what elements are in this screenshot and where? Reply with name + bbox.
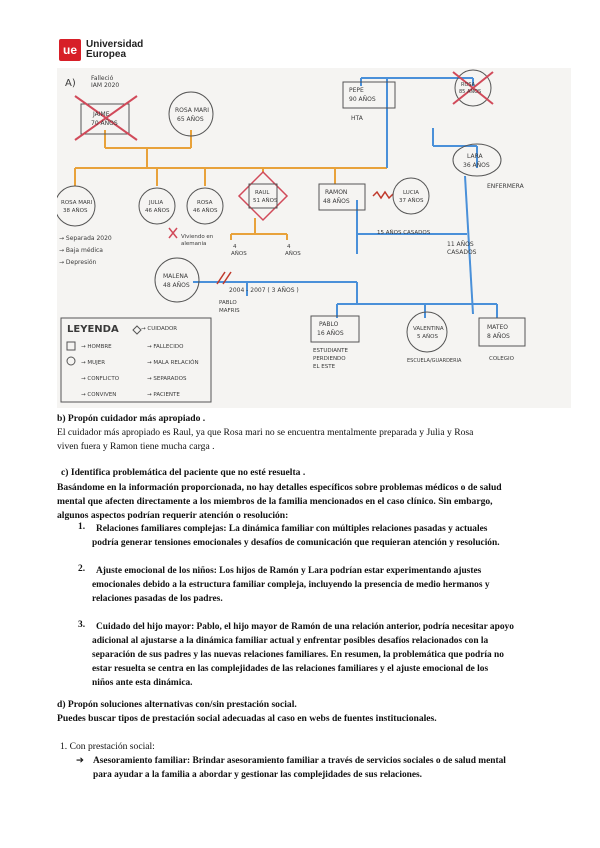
item-3-l1: Cuidado del hijo mayor: Pablo, el hijo mayor de Ramón de una relación anterior, podría necesitar apoyo: [96, 622, 514, 632]
note-4a: 4 AÑOS: [231, 244, 247, 257]
legend-item-1: → HOMBRE: [81, 344, 112, 350]
rosa-mari-node: [169, 92, 213, 136]
legend-diamond-icon: [133, 326, 141, 334]
section-letter: A): [65, 78, 76, 89]
valentina-label: VALENTINA 5 AÑOS: [413, 326, 444, 340]
valentina-node: [407, 312, 447, 352]
raul-patient-diamond: [239, 172, 287, 220]
item-2-l2: emocionales debido a la estructura familiar compleja, incluyendo la presencia de medio hermanos y: [92, 580, 490, 590]
pablo-label: PABLO MAFRIS: [219, 300, 240, 314]
genogram-figure: [57, 68, 571, 408]
lucia-label: LUCIA 37 AÑOS: [399, 190, 424, 204]
rosa-hija-label: ROSA MARI 38 AÑOS: [61, 200, 93, 214]
legend-item-0: → CUIDADOR: [141, 326, 178, 332]
hta-label: HTA: [351, 115, 363, 122]
legend-circle-icon: [67, 357, 75, 365]
pablo-node: [311, 316, 359, 342]
item-2-l3: relaciones pasadas de los padres.: [92, 594, 223, 604]
enfermera-label: ENFERMERA: [487, 183, 524, 190]
sec-d-sub1: 1. Con prestación social:: [60, 741, 155, 752]
dates-label: 2004 - 2007 ( 3 AÑOS ): [229, 287, 299, 294]
malena-node: [155, 258, 199, 302]
item-3-l3: separación de sus padres y las nuevas relaciones familiares. En resumen, la problemática que podría no: [92, 650, 504, 660]
legend-item-7: → CONVIVEN: [81, 392, 117, 398]
item-3-num: 3.: [78, 620, 86, 630]
item-1-l2: podría generar tensiones emocionales y desafíos de comunicación que requieran atención y resolución.: [92, 538, 500, 548]
ramon-node: [319, 184, 365, 210]
legend-square-icon: [67, 342, 75, 350]
legend-item-6: → SEPARADOS: [147, 376, 187, 382]
escuela-label: ESCUELA/GUARDERIA: [407, 358, 462, 364]
genogram-svg: [57, 68, 571, 408]
sec-d-line1: Puedes buscar tipos de prestación social adecuadas al caso en webs de fuentes institucionales.: [57, 713, 437, 724]
note-4b: 4 AÑOS: [285, 244, 301, 257]
legend-item-3: → MUJER: [81, 360, 106, 366]
sec-d-bullet2: para ayudar a la familia a abordar y gestionar las complejidades de sus relaciones.: [93, 770, 423, 780]
item-3-l4: estar resuelta se centra en las complejidades de las relaciones familiares y el ajuste emocional de los: [92, 664, 489, 674]
item-3-l5: niños ante esta dinámica.: [92, 678, 193, 688]
sec-c-intro2: mental que afecten directamente a los miembros de la familia mencionados en el caso clínico. Sin embargo,: [57, 496, 493, 507]
note-separada: → Separada 2020: [59, 235, 112, 242]
raul-label: RAUL 51 AÑOS: [253, 190, 278, 204]
item-1-l1: Relaciones familiares complejas: La dinámica familiar con múltiples relaciones pasadas y actuales: [96, 524, 488, 534]
item-1-num: 1.: [78, 522, 86, 532]
conflict-line: [373, 192, 393, 198]
note-casados2: 11 AÑOS CASADOS: [447, 241, 477, 256]
rosa-hija-node: [57, 186, 95, 226]
sec-c-heading: c) Identifica problemática del paciente que no esté resuelta .: [61, 467, 306, 478]
legend-item-4: → MALA RELACIÓN: [147, 360, 199, 366]
julia-label: JULIA 46 AÑOS: [145, 200, 170, 214]
rosa-mari-label: ROSA MARI 65 AÑOS: [175, 107, 210, 123]
item-2-l1: Ajuste emocional de los niños: Los hijos de Ramón y Lara podrían estar experimentando ajustes: [96, 566, 482, 576]
item-3-l2: adicional al ajustarse a la dinámica familiar actual y enfrentar posibles desafíos relacionados con la: [92, 636, 489, 646]
note-baja: → Baja médica: [59, 247, 103, 254]
grandmother-label: ROSA 85 AÑOS: [459, 82, 482, 95]
pablo-sub-label: PABLO 16 AÑOS: [317, 321, 344, 337]
rosa2-label: ROSA 46 AÑOS: [193, 200, 218, 214]
university-logo: [59, 39, 143, 61]
legend-item-2: → FALLECIDO: [147, 344, 184, 350]
sec-d-bullet1: Asesoramiento familiar: Brindar asesoramiento familiar a través de servicios sociales o de salud mental: [93, 756, 506, 766]
note-depresion: → Depresión: [59, 259, 97, 266]
legend-item-8: → PACIENTE: [147, 392, 180, 398]
arrow-icon: ➔: [76, 756, 84, 766]
sec-b-line2: viven fuera y Ramon tiene mucha carga .: [57, 441, 215, 452]
mateo-label: MATEO 8 AÑOS: [487, 324, 510, 340]
legend-item-5: → CONFLICTO: [81, 376, 120, 382]
mateo-node: [479, 318, 525, 346]
colegio-label: COLEGIO: [489, 356, 514, 362]
item-2-num: 2.: [78, 564, 86, 574]
note-casados: 15 AÑOS CASADOS: [377, 230, 431, 236]
estudiante-label: ESTUDIANTE PERDIENDO EL ESTE: [313, 348, 348, 370]
conflict-legend-mark: [169, 228, 177, 238]
julia-node: [139, 188, 175, 224]
rosa2-node: [187, 188, 223, 224]
malena-label: MALENA 48 AÑOS: [163, 273, 190, 289]
fallecio-label: Falleció IAM 2020: [91, 75, 120, 89]
logo-icon: ue: [59, 39, 81, 61]
lara-label: LARA 36 AÑOS: [463, 153, 490, 169]
jaime-label: JAIME 70 AÑOS: [91, 111, 118, 127]
note-viviendo: Viviendo en alemania: [181, 234, 214, 247]
pepe-label: PEPE 90 AÑOS: [349, 87, 376, 103]
lucia-node: [393, 178, 429, 214]
sec-d-heading: d) Propón soluciones alternativas con/sin prestación social.: [57, 699, 297, 710]
sec-c-intro3: algunos aspectos podrían requerir atención o resolución:: [57, 510, 289, 521]
legend-title: LEYENDA: [67, 324, 119, 335]
sec-b-heading: b) Propón cuidador más apropiado .: [57, 413, 206, 424]
logo-text: Universidad Europea: [86, 39, 144, 60]
sec-b-line1: El cuidador más apropiado es Raul, ya que Rosa mari no se encuentra mentalmente preparada y Julia y Rosa: [57, 427, 474, 438]
sec-c-intro1: Basándome en la información proporcionada, no hay detalles específicos sobre problemas médicos o de salud: [57, 482, 502, 493]
raul-node: [249, 184, 277, 208]
orange-lines: [75, 130, 387, 240]
ramon-label: RAMON 48 AÑOS: [323, 189, 350, 205]
